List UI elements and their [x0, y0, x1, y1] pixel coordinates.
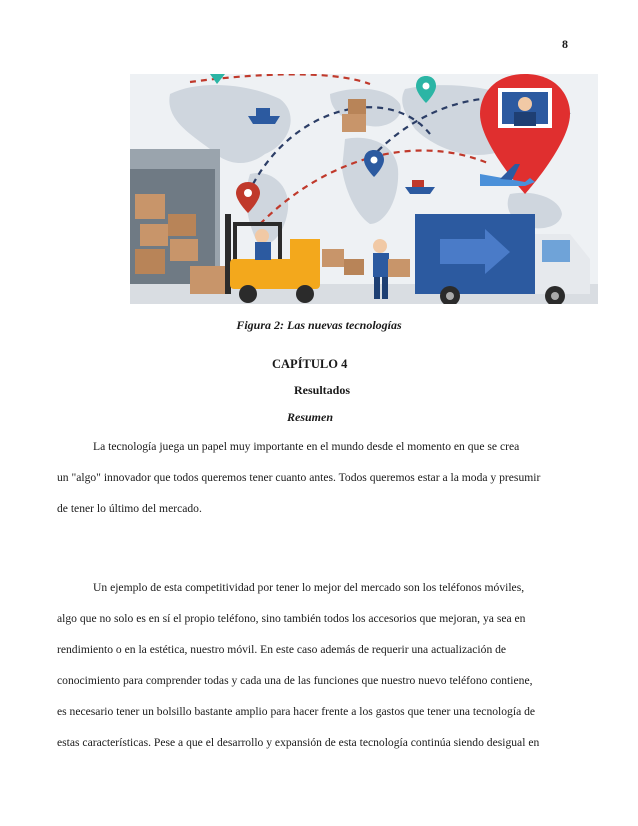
page-number: 8 — [562, 37, 568, 51]
paragraph-line: algo que no solo es en sí el propio teléfono, sino también todos los accesorios que mejoran, ya sea en — [57, 612, 526, 625]
subsection-title: Resumen — [287, 410, 334, 424]
paragraph-line: es necesario tener un bolsillo bastante amplio para hacer frente a los gastos que tener una tecnología de — [57, 705, 536, 718]
paragraph-line: La tecnología juega un papel muy importante en el mundo desde el momento en que se crea — [93, 440, 520, 453]
chapter-title: CAPÍTULO 4 — [272, 357, 348, 371]
paragraph-line: un "algo" innovador que todos queremos tener cuanto antes. Todos queremos estar a la moda y presumir — [57, 471, 541, 484]
paragraph-line: rendimiento o en la estética, nuestro móvil. En este caso además de requerir una actualización de — [57, 643, 507, 656]
paragraph-line: conocimiento para comprender todas y cada una de las funciones que nuestro nuevo teléfono contiene, — [57, 674, 533, 687]
section-title: Resultados — [294, 383, 351, 397]
figure-image — [130, 74, 598, 304]
paragraph-line: de tener lo último del mercado. — [57, 502, 202, 515]
paragraph-line: Un ejemplo de esta competitividad por tener lo mejor del mercado son los teléfonos móviles, — [93, 581, 525, 594]
paragraph-line: estas características. Pese a que el desarrollo y expansión de esta tecnología continúa siendo desigual en — [57, 736, 540, 749]
figure-caption: Figura 2: Las nuevas tecnologías — [236, 318, 402, 332]
